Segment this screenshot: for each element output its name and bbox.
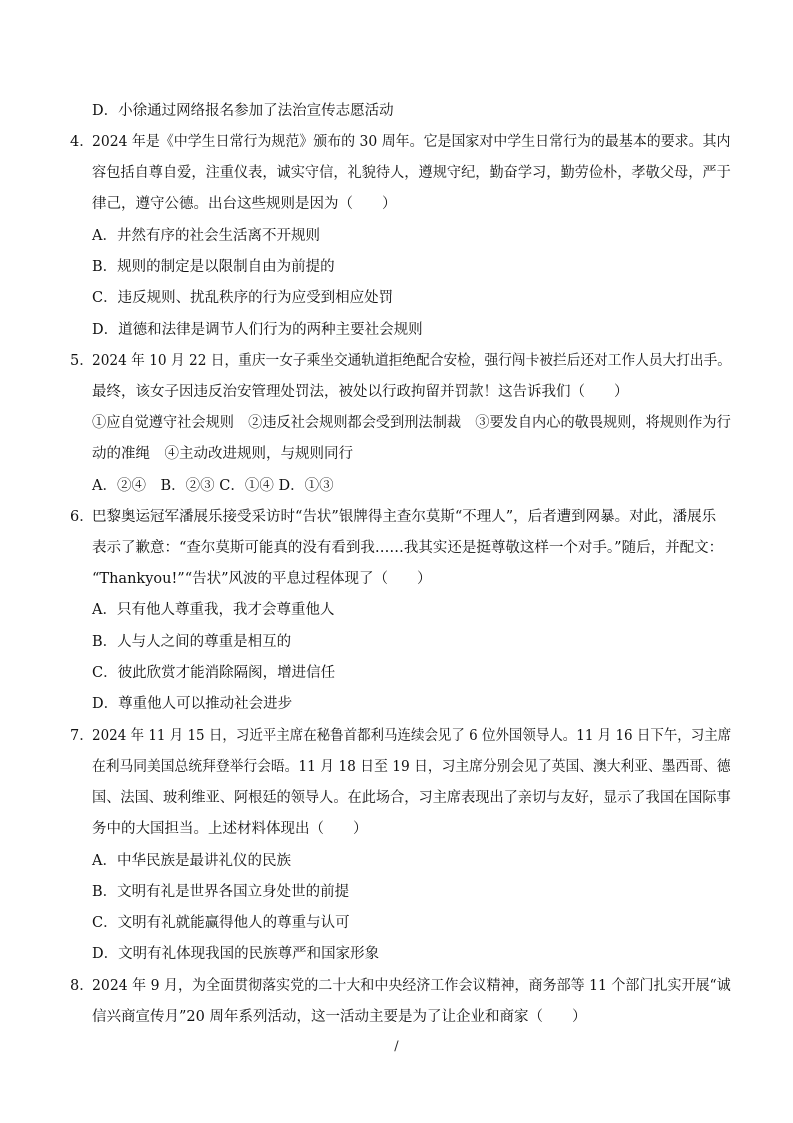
- question-stem-line: 律己，遵守公德。出台这些规则是因为（ ）: [92, 196, 397, 212]
- option-a: A．只有他人尊重我，我才会尊重他人: [92, 602, 335, 618]
- question-stem-line: 2024 年 9 月，为全面贯彻落实党的二十大和中央经济工作会议精神，商务部等 11 个部门扎实开展“诚: [92, 978, 731, 994]
- question-stem-line: 动的准绳 ④主动改进规则，与规则同行: [92, 446, 353, 462]
- question-stem-line: 在利马同美国总统拜登举行会晤。11 月 18 日至 19 日，习主席分别会见了英国、澳大利亚、墨西哥、德: [92, 759, 731, 775]
- option-a: A．中华民族是最讲礼仪的民族: [92, 853, 291, 869]
- question-stem-line: ①应自觉遵守社会规则 ②违反社会规则都会受到刑法制裁 ③要发自内心的敬畏规则，将规则作为行: [92, 415, 731, 431]
- question-number: 7．: [70, 728, 94, 744]
- option-d: D．尊重他人可以推动社会进步: [92, 696, 293, 712]
- option-b: B．文明有礼是世界各国立身处世的前提: [92, 884, 350, 900]
- question-stem-line: 国、法国、玻利维亚、阿根廷的领导人。在此场合，习主席表现出了亲切与友好，显示了我国在国际事: [92, 790, 731, 806]
- option-b: B．规则的制定是以限制自由为前提的: [92, 259, 335, 275]
- question-stem-line: 信兴商宣传月”20 周年系列活动，这一活动主要是为了让企业和商家（ ）: [92, 1009, 587, 1025]
- question-number: 5．: [70, 353, 94, 369]
- question-stem-line: 表示了歉意：“查尔莫斯可能真的没有看到我……我其实还是挺尊敬这样一个对手。”随后，并配文：: [92, 540, 724, 556]
- question-stem-line: 容包括自尊自爱，注重仪表，诚实守信，礼貌待人，遵规守纪，勤奋学习，勤劳俭朴，孝敬父母，严于: [92, 165, 731, 181]
- option-a: A．井然有序的社会生活离不开规则: [92, 228, 320, 244]
- question-stem-line: 2024 年 10 月 22 日，重庆一女子乘坐交通轨道拒绝配合安检，强行闯卡被拦后还对工作人员大打出手。: [92, 353, 731, 369]
- question-stem-line: 2024 年 11 月 15 日，习近平主席在秘鲁首都利马连续会见了 6 位外国领导人。11 月 16 日下午，习主席: [92, 728, 732, 744]
- option-d: D．文明有礼体现我国的民族尊严和国家形象: [92, 946, 380, 962]
- option-c: C．文明有礼就能赢得他人的尊重与认可: [92, 915, 350, 931]
- question-stem-line: 巴黎奥运冠军潘展乐接受采访时“告状”银牌得主查尔莫斯“不理人”，后者遭到网暴。对此，潘展乐: [92, 509, 717, 525]
- option-c: C．违反规则、扰乱秩序的行为应受到相应处罚: [92, 290, 394, 306]
- page-footer: /: [394, 1039, 399, 1054]
- question-number: 8．: [70, 978, 94, 994]
- question-stem-line: 2024 年是《中学生日常行为规范》颁布的 30 周年。它是国家对中学生日常行为的最基本的要求。其内: [92, 134, 731, 150]
- question-stem-line: “Thankyou!”“告状”风波的平息过程体现了（ ）: [92, 571, 432, 587]
- option-d: D．小徐通过网络报名参加了法治宣传志愿活动: [92, 103, 394, 119]
- question-stem-line: 最终，该女子因违反治安管理处罚法，被处以行政拘留并罚款！这告诉我们（ ）: [92, 384, 629, 400]
- question-number: 6．: [70, 509, 94, 525]
- option-row: A．②④ B．②③ C．①④ D．①③: [92, 478, 334, 494]
- option-d: D．道德和法律是调节人们行为的两种主要社会规则: [92, 322, 423, 338]
- question-number: 4．: [70, 134, 94, 150]
- question-stem-line: 务中的大国担当。上述材料体现出（ ）: [92, 821, 368, 837]
- option-c: C．彼此欣赏才能消除隔阂，增进信任: [92, 665, 336, 681]
- option-b: B．人与人之间的尊重是相互的: [92, 634, 292, 650]
